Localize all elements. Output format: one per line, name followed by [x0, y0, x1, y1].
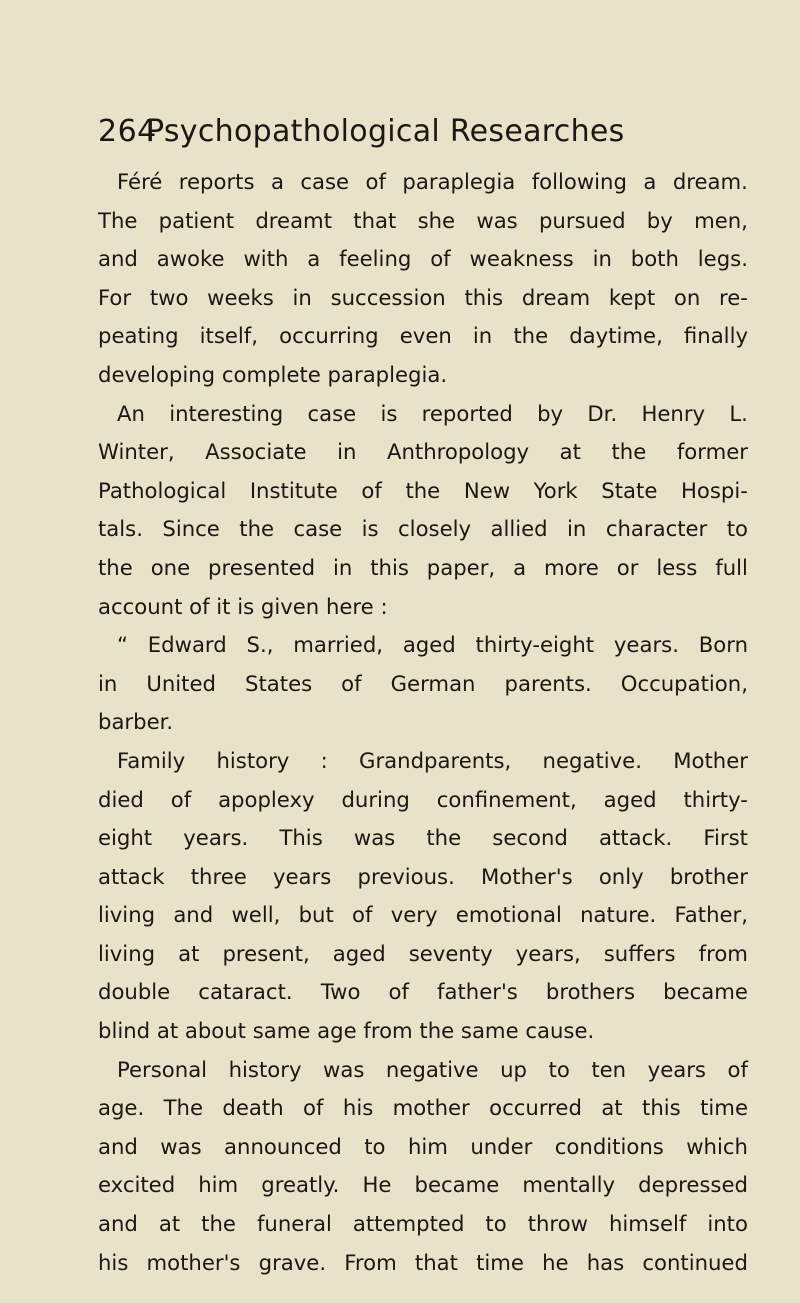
- text-line: the one presented in this paper, a more or less full: [98, 554, 748, 580]
- text-line: eight years. This was the second attack. First: [98, 825, 748, 851]
- text-line: Personal history was negative up to ten years of: [117, 1056, 748, 1082]
- page-header: [98, 107, 748, 157]
- text-line: double cataract. Two of father's brothers became: [98, 979, 748, 1005]
- text-line: died of apoplexy during confinement, aged thirty-: [98, 786, 748, 812]
- text-line: living and well, but of very emotional nature. Father,: [98, 902, 748, 928]
- text-line: For two weeks in succession this dream kept on re-: [98, 284, 748, 310]
- text-line: blind at about same age from the same cause.: [98, 1018, 595, 1044]
- text-line: living at present, aged seventy years, suffers from: [98, 940, 748, 966]
- text-line: barber.: [98, 709, 174, 735]
- body-text: [98, 163, 748, 1282]
- text-line: and at the funeral attempted to throw himself into: [98, 1211, 748, 1237]
- text-line: developing complete paraplegia.: [98, 361, 448, 387]
- text-line: The patient dreamt that she was pursued by men,: [98, 207, 748, 233]
- text-line: Pathological Institute of the New York State Hospi-: [98, 477, 748, 503]
- text-line: excited him greatly. He became mentally depressed: [98, 1172, 748, 1198]
- page-number: 264: [98, 114, 157, 149]
- text-line: age. The death of his mother occurred at this time: [98, 1095, 748, 1121]
- text-line: in United States of German parents. Occupation,: [98, 670, 748, 696]
- text-line: tals. Since the case is closely allied in character to: [98, 516, 748, 542]
- text-line: and was announced to him under conditions which: [98, 1133, 748, 1159]
- text-line: Féré reports a case of paraplegia following a dream.: [117, 169, 748, 194]
- text-line: Winter, Associate in Anthropology at the former: [98, 439, 748, 465]
- text-line: Family history : Grandparents, negative. Mother: [117, 747, 748, 773]
- text-line: and awoke with a feeling of weakness in both legs.: [98, 246, 748, 272]
- text-line: his mother's grave. From that time he has continued: [98, 1249, 748, 1275]
- text-line: An interesting case is reported by Dr. Henry L.: [117, 400, 748, 426]
- text-line: attack three years previous. Mother's only brother: [98, 863, 748, 889]
- running-title: Psychopathological Researches: [146, 114, 625, 149]
- text-line: account of it is given here :: [98, 593, 388, 619]
- text-line: “ Edward S., married, aged thirty-eight years. Born: [117, 632, 748, 658]
- text-line: peating itself, occurring even in the daytime, finally: [98, 323, 748, 349]
